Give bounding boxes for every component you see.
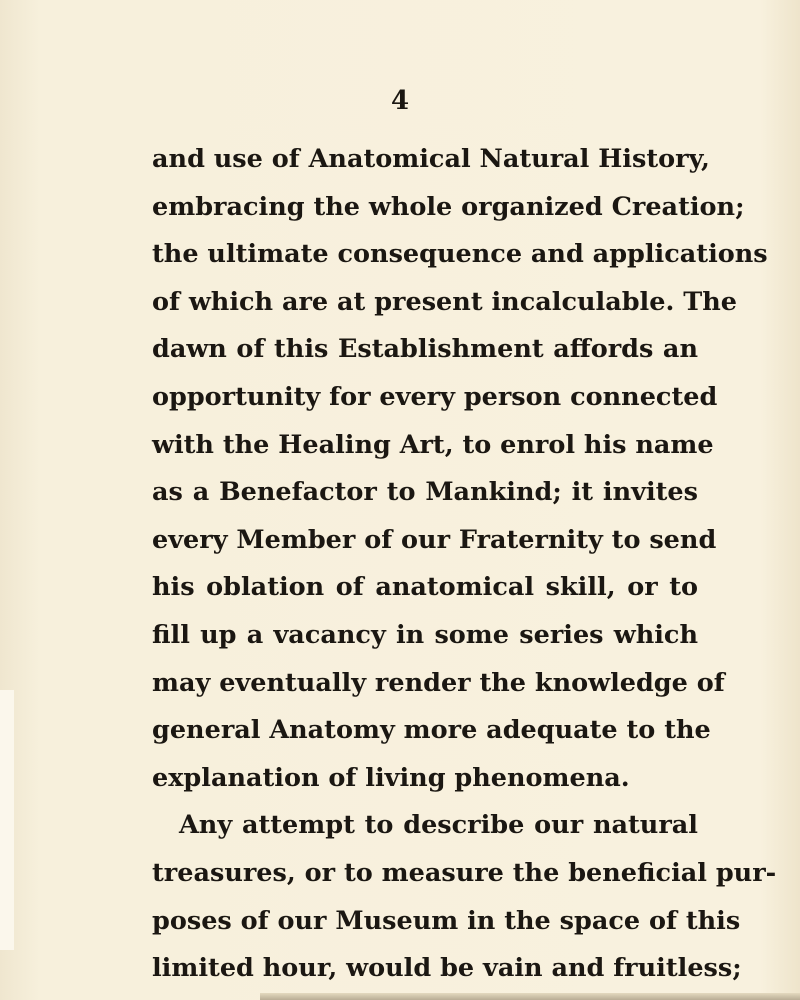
text-line: limited hour, would be vain and fruitless; <box>152 953 742 984</box>
text-line: his oblation of anatomical skill, or to <box>152 572 698 603</box>
text-line: poses of our Museum in the space of this <box>152 905 741 936</box>
text-line: explanation of living phenomena. <box>152 762 630 793</box>
paragraph-1 <box>152 136 768 802</box>
page-number: 4 <box>390 86 410 116</box>
text-line: the ultimate consequence and applications <box>152 239 768 270</box>
text-line: treasures, or to measure the beneficial pur- <box>152 857 777 888</box>
page-edge <box>0 690 14 950</box>
text-line: may eventually render the knowledge of <box>152 667 725 698</box>
text-line: opportunity for every person connected <box>152 381 718 412</box>
text-line: dawn of this Establishment affords an <box>152 334 698 365</box>
text-line: every Member of our Fraternity to send <box>152 524 717 555</box>
text-line: with the Healing Art, to enrol his name <box>152 429 714 460</box>
text-line: fill up a vacancy in some series which <box>152 619 698 650</box>
text-line: embracing the whole organized Creation; <box>152 191 745 222</box>
text-line: of which are at present incalculable. The <box>152 286 737 317</box>
text-line: and use of Anatomical Natural History, <box>152 144 710 174</box>
paragraph-2 <box>152 802 777 992</box>
text-line: as a Benefactor to Mankind; it invites <box>152 477 698 508</box>
text-line: Any attempt to describe our natural <box>179 810 698 841</box>
page-bottom-edge <box>260 993 800 1000</box>
text-line: general Anatomy more adequate to the <box>152 715 711 746</box>
body-text <box>152 136 777 993</box>
